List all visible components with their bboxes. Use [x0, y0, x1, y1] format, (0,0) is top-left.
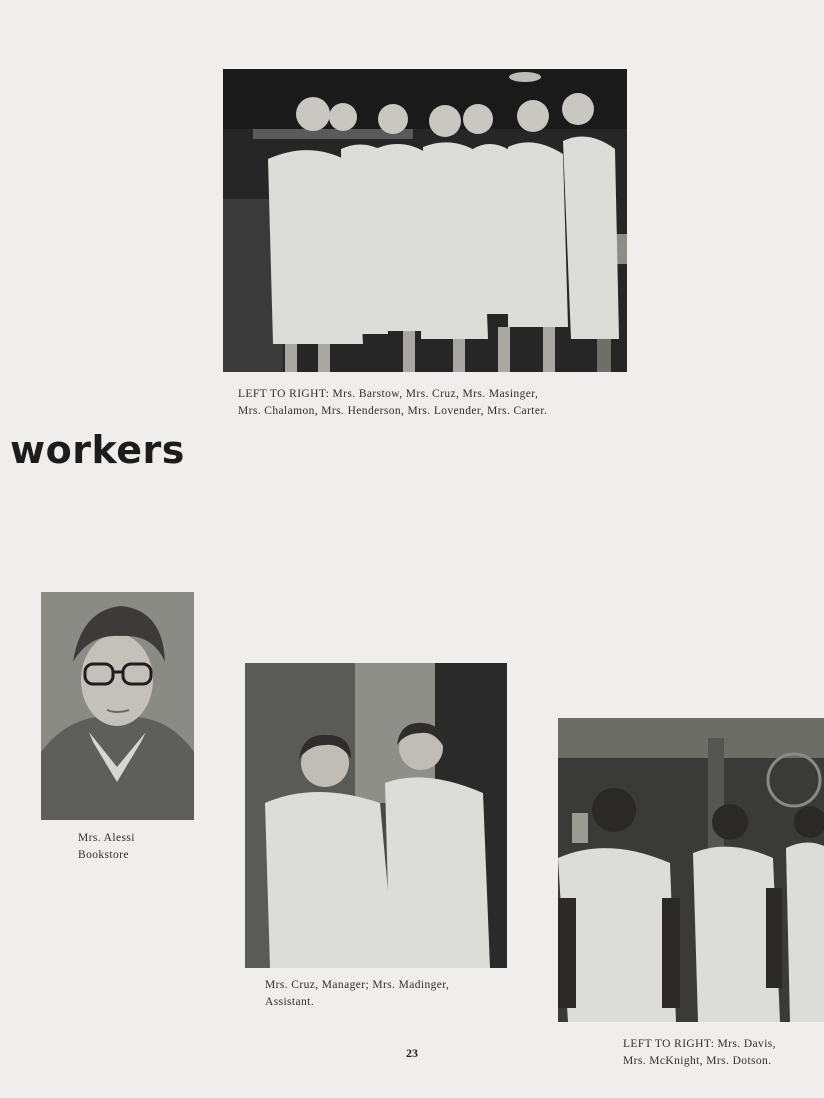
trio-photo	[558, 718, 824, 1022]
group-photo-cafeteria-staff	[223, 69, 627, 372]
group-photo-image	[223, 69, 627, 372]
section-heading: workers	[10, 428, 185, 472]
portrait-caption-role: Bookstore	[78, 849, 129, 861]
pair-photo-caption-line-2: Assistant.	[265, 996, 315, 1008]
group-photo-caption-line-1: LEFT TO RIGHT: Mrs. Barstow, Mrs. Cruz, Mrs. Masinger,	[238, 388, 539, 400]
portrait-caption	[78, 830, 135, 864]
group-photo-caption	[238, 386, 547, 420]
pair-photo-caption	[265, 977, 449, 1011]
pair-photo-caption-line-1: Mrs. Cruz, Manager; Mrs. Madinger,	[265, 979, 450, 991]
portrait-photo	[41, 592, 194, 820]
portrait-caption-name: Mrs. Alessi	[78, 832, 135, 844]
page-number: 23	[406, 1046, 418, 1060]
trio-photo-caption-line-2: Mrs. McKnight, Mrs. Dotson.	[623, 1055, 772, 1067]
pair-photo	[245, 663, 507, 968]
portrait-image	[41, 592, 194, 820]
group-photo-caption-line-2: Mrs. Chalamon, Mrs. Henderson, Mrs. Lovender, Mrs. Carter.	[238, 405, 548, 417]
trio-photo-image	[558, 718, 824, 1022]
pair-photo-image	[245, 663, 507, 968]
trio-photo-caption-line-1: LEFT TO RIGHT: Mrs. Davis,	[623, 1038, 776, 1050]
